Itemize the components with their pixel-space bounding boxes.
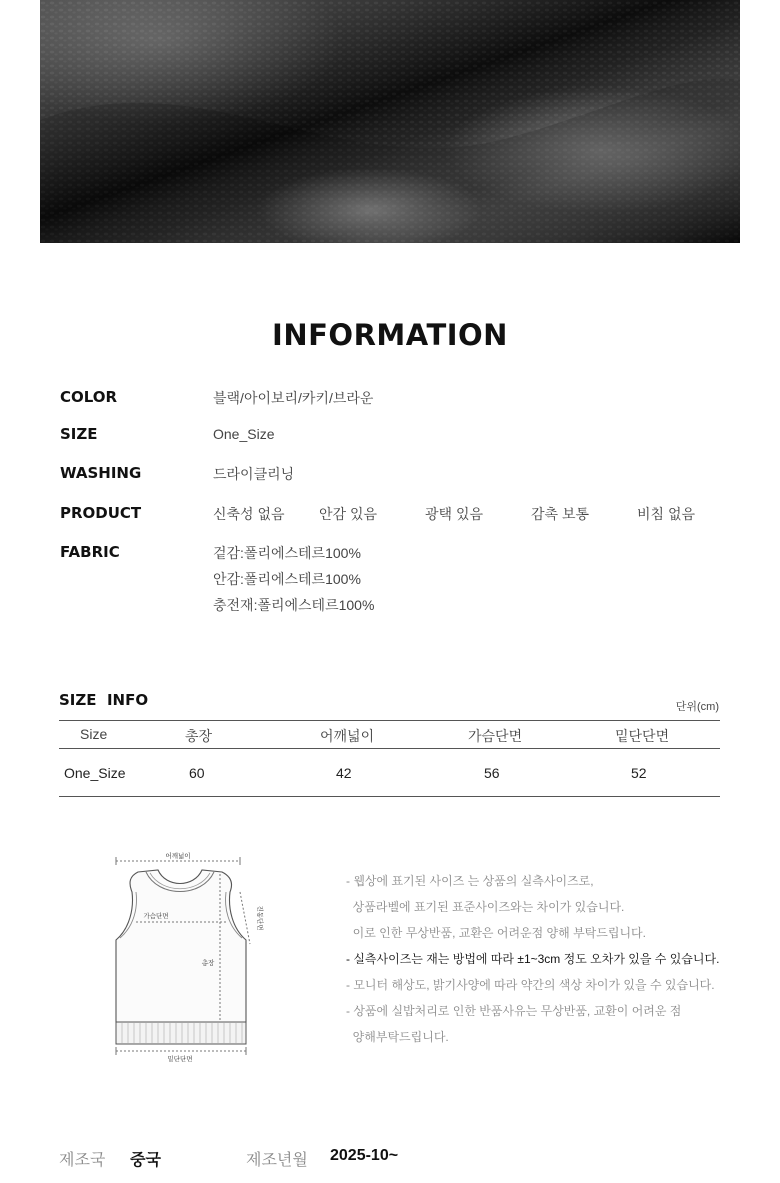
unit-label: 단위(cm) xyxy=(675,701,719,713)
origin-value: 중국 xyxy=(130,1152,161,1169)
note-line: - 상품에 실밥처리로 인한 반품사유는 무상반품, 교환이 어려운 점 xyxy=(346,1004,682,1018)
product-label: PRODUCT xyxy=(60,504,142,522)
fabric-outer: 겉감:폴리에스테르100% xyxy=(213,545,361,561)
fabric-lining: 안감:폴리에스테르100% xyxy=(213,571,361,587)
header-length: 총장 xyxy=(185,728,213,744)
fabric-label: FABRIC xyxy=(60,543,120,561)
note-line: 양해부탁드립니다. xyxy=(346,1030,449,1044)
header-size: Size xyxy=(80,726,108,742)
cell-size: One_Size xyxy=(64,765,126,781)
cell-length: 60 xyxy=(189,765,205,781)
note-line: - 웹상에 표기된 사이즈 는 상품의 실측사이즈로, xyxy=(346,874,594,888)
label-shoulder: 어깨넓이 xyxy=(165,852,191,860)
cell-hem: 52 xyxy=(631,765,647,781)
header-shoulder: 어깨넓이 xyxy=(320,728,375,744)
size-label: SIZE xyxy=(60,425,98,443)
washing-label: WASHING xyxy=(60,464,142,482)
product-value-lining: 안감 있음 xyxy=(319,506,377,522)
fabric-filling: 충전재:폴리에스테르100% xyxy=(213,597,375,613)
manufacture-date-label: 제조년월 xyxy=(246,1152,308,1169)
size-info-title: SIZE INFO xyxy=(59,691,149,709)
manufacture-date-value: 2025-10~ xyxy=(330,1147,399,1164)
note-line: 상품라벨에 표기된 표준사이즈와는 차이가 있습니다. xyxy=(346,900,625,914)
origin-label: 제조국 xyxy=(59,1152,106,1169)
header-hem: 밑단단면 xyxy=(615,728,670,744)
cell-shoulder: 42 xyxy=(336,765,352,781)
product-value-gloss: 광택 있음 xyxy=(425,506,483,522)
header-chest: 가슴단면 xyxy=(468,728,523,744)
texture-overlay xyxy=(40,0,740,243)
product-value-stretch: 신축성 없음 xyxy=(213,506,285,522)
note-line-emphasis: - 실측사이즈는 재는 방법에 따라 ±1~3cm 정도 오차가 있을 수 있습니다. xyxy=(346,952,720,966)
size-value: One_Size xyxy=(213,426,275,442)
label-armhole: 진동단면 xyxy=(256,905,264,931)
label-hem: 밑단단면 xyxy=(167,1055,193,1063)
table-top-rule xyxy=(59,720,720,721)
table-bottom-rule xyxy=(59,796,720,797)
note-line: 이로 인한 무상반품, 교환은 어려운점 양해 부탁드립니다. xyxy=(346,926,646,940)
label-chest: 가슴단면 xyxy=(143,912,169,920)
leather-texture-image xyxy=(40,0,740,243)
product-value-texture: 감촉 보통 xyxy=(531,506,589,522)
product-value-sheer: 비침 없음 xyxy=(637,506,695,522)
note-line: - 모니터 해상도, 밝기사양에 따라 약간의 색상 차이가 있을 수 있습니다. xyxy=(346,978,715,992)
cell-chest: 56 xyxy=(484,765,500,781)
color-label: COLOR xyxy=(60,388,118,406)
information-title: INFORMATION xyxy=(272,318,508,352)
label-length: 총장 xyxy=(201,959,215,967)
washing-value: 드라이클리닝 xyxy=(213,466,295,482)
table-header-rule xyxy=(59,748,720,749)
color-value: 블랙/아이보리/카키/브라운 xyxy=(213,390,374,406)
vest-diagram xyxy=(100,848,270,1066)
